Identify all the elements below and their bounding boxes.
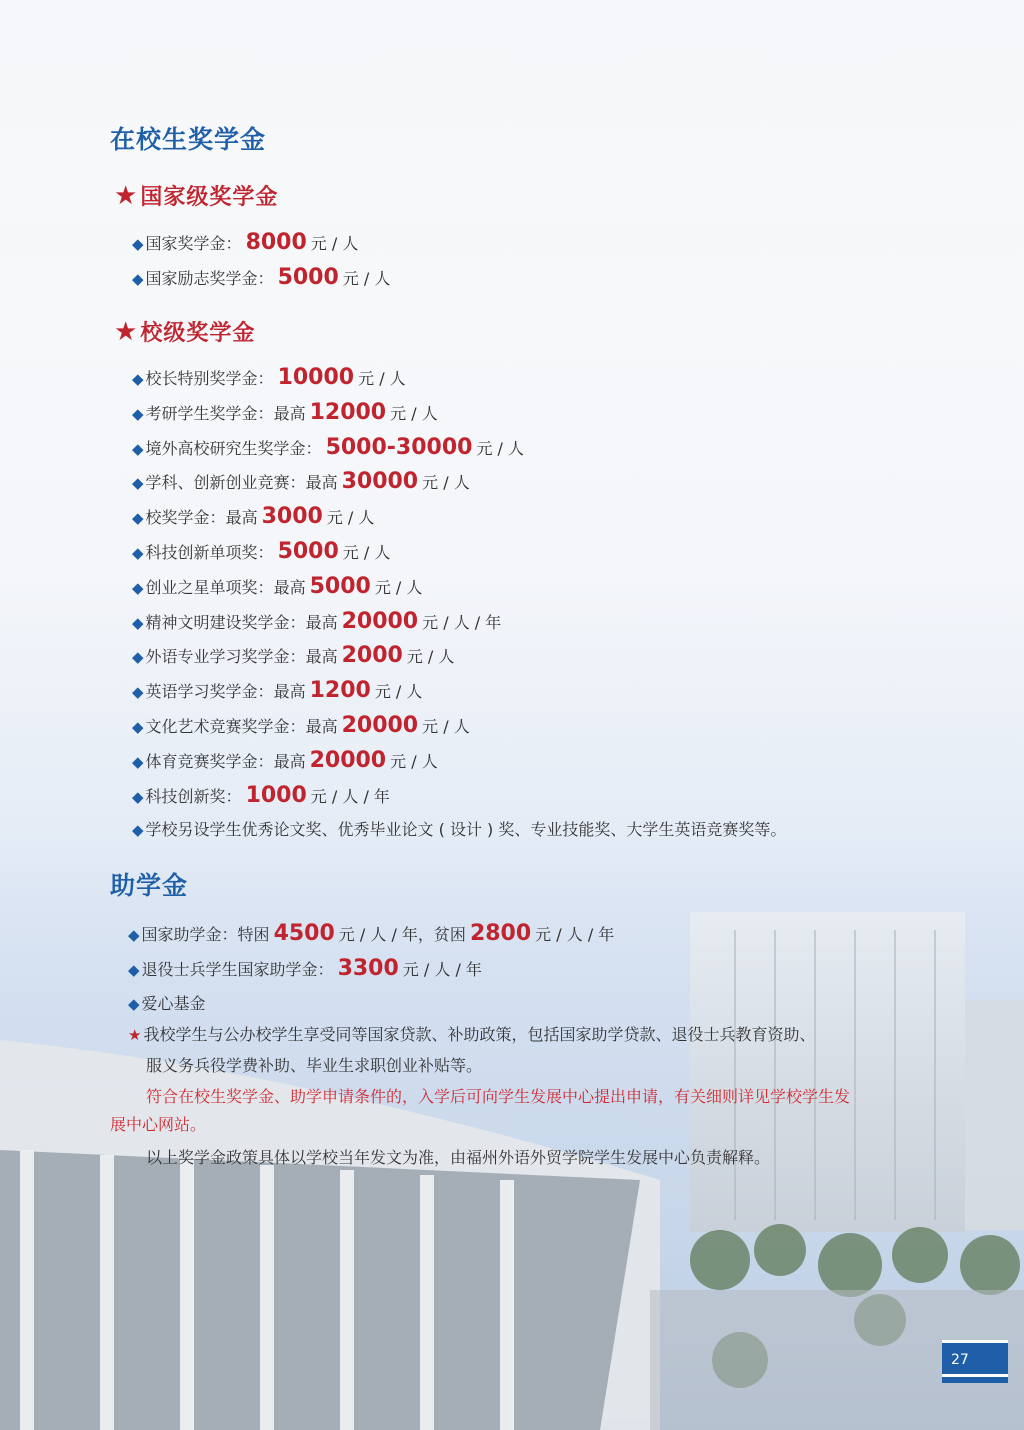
diamond-bullet-icon: ◆ <box>128 961 140 979</box>
diamond-bullet-icon: ◆ <box>132 648 144 667</box>
item-value: 20000 <box>309 747 387 773</box>
diamond-bullet-icon: ◆ <box>132 404 144 423</box>
item-label: 体育竞赛奖学金： <box>145 751 274 771</box>
final-note: 以上奖学金政策具体以学校当年发文为准，由福州外语外贸学院学生发展中心负责解释。 <box>146 1148 771 1167</box>
item-label: 境外高校研究生奖学金： <box>145 438 322 458</box>
page-number-badge <box>942 1340 1008 1383</box>
list-item <box>132 574 422 599</box>
item-value: 5000 <box>309 573 371 599</box>
section-title-scholarships: 在校生奖学金 <box>110 125 267 154</box>
list-item <box>132 539 390 564</box>
list-item-veteran-grant <box>128 956 482 981</box>
item-unit: 元 / 人 <box>390 751 438 771</box>
list-item <box>132 504 374 529</box>
diamond-bullet-icon: ◆ <box>132 474 144 493</box>
apply-line-1: 符合在校生奖学金、助学申请条件的，入学后可向学生发展中心提出申请，有关细则详见学校学生发 <box>146 1087 851 1106</box>
item-prefix: 最高 <box>273 403 306 423</box>
item-value: 20000 <box>341 713 419 738</box>
list-item <box>132 748 438 773</box>
diamond-bullet-icon: ◆ <box>128 926 140 944</box>
diamond-bullet-icon: ◆ <box>132 578 144 597</box>
item-prefix: 最高 <box>305 717 338 736</box>
item-value: 10000 <box>277 365 355 390</box>
diamond-bullet-icon: ◆ <box>132 370 144 388</box>
item-value: 12000 <box>309 399 387 425</box>
item-label: 外语专业学习奖学金： <box>145 647 306 667</box>
diamond-bullet-icon: ◆ <box>132 752 144 771</box>
item-label: 校奖学金： <box>145 508 226 528</box>
item-label: 英语学习奖学金： <box>145 682 274 702</box>
list-item <box>132 609 501 634</box>
subsection-title-school-text: 校级奖学金 <box>140 321 256 346</box>
star-icon: ★ <box>114 181 139 211</box>
grant-mid-text: 元 / 人 / 年，贫困 <box>338 925 466 944</box>
policy-line-2: 服义务兵役学费补助、毕业生求职创业补贴等。 <box>146 1056 483 1075</box>
diamond-bullet-icon: ◆ <box>132 683 144 702</box>
item-label: 科技创新奖： <box>145 786 242 806</box>
item-prefix: 最高 <box>273 577 306 597</box>
item-unit: 元 / 人 <box>342 543 391 562</box>
item-unit: 元 / 人 <box>342 269 391 288</box>
list-item-love-fund <box>128 991 206 1014</box>
veteran-label: 退役士兵学生国家助学金： <box>141 960 334 979</box>
item-unit: 元 / 人 <box>390 403 438 423</box>
apply-line-2: 展中心网站。 <box>110 1115 207 1134</box>
diamond-bullet-icon: ◆ <box>132 439 144 458</box>
item-unit: 元 / 人 <box>374 682 423 702</box>
list-item <box>132 230 358 255</box>
item-value: 5000-30000 <box>325 434 473 460</box>
item-label: 精神文明建设奖学金： <box>145 612 306 632</box>
diamond-bullet-icon: ◆ <box>132 613 144 632</box>
veteran-value: 3300 <box>337 956 399 981</box>
policy-note <box>128 1022 815 1045</box>
list-item <box>132 265 390 290</box>
item-value: 2000 <box>341 643 403 669</box>
star-icon: ★ <box>114 317 139 347</box>
item-value: 5000 <box>277 539 339 564</box>
star-bullet-icon: ★ <box>128 1026 142 1044</box>
item-prefix: 最高 <box>305 473 338 493</box>
item-unit: 元 / 人 / 年 <box>310 786 390 806</box>
item-unit: 元 / 人 / 年 <box>422 612 502 632</box>
diamond-bullet-icon: ◆ <box>132 718 144 736</box>
item-prefix: 最高 <box>273 751 306 771</box>
diamond-bullet-icon: ◆ <box>132 235 144 253</box>
item-label: 文化艺术竞赛奖学金： <box>145 717 306 736</box>
list-item <box>132 783 390 808</box>
item-unit: 元 / 人 <box>406 647 455 667</box>
item-value: 1200 <box>309 678 371 704</box>
list-item <box>132 713 470 738</box>
list-item <box>132 469 470 494</box>
diamond-bullet-icon: ◆ <box>132 270 144 288</box>
subsection-title-national-text: 国家级奖学金 <box>140 185 279 210</box>
item-prefix: 最高 <box>305 612 338 632</box>
item-label: 科技创新单项奖： <box>145 543 274 562</box>
item-unit: 元 / 人 <box>476 438 525 458</box>
item-label: 国家奖学金： <box>145 234 242 253</box>
grant-value-special: 4500 <box>273 921 335 946</box>
list-item-other-awards <box>132 817 786 840</box>
page-number: 27 <box>951 1352 969 1368</box>
page-number-stripe <box>942 1374 1008 1377</box>
item-prefix: 最高 <box>273 682 306 702</box>
item-value: 5000 <box>277 265 339 290</box>
list-item <box>132 365 406 390</box>
item-unit: 元 / 人 <box>310 234 359 253</box>
item-label: 创业之星单项奖： <box>145 577 274 597</box>
other-awards-text: 学校另设学生优秀论文奖、优秀毕业论文 ( 设计 ) 奖、专业技能奖、大学生英语竞赛奖等。 <box>145 820 787 839</box>
diamond-bullet-icon: ◆ <box>132 787 144 806</box>
item-prefix: 最高 <box>225 508 258 528</box>
item-value: 8000 <box>245 230 307 255</box>
list-item <box>132 678 422 703</box>
veteran-unit: 元 / 人 / 年 <box>402 960 482 979</box>
item-unit: 元 / 人 <box>422 473 470 493</box>
policy-line-1: 我校学生与公办校学生享受同等国家贷款、补助政策，包括国家助学贷款、退役士兵教育资助、 <box>143 1025 816 1044</box>
item-value: 3000 <box>261 504 323 530</box>
item-label: 考研学生奖学金： <box>145 403 274 423</box>
item-unit: 元 / 人 <box>358 369 406 388</box>
diamond-bullet-icon: ◆ <box>132 821 144 839</box>
item-unit: 元 / 人 <box>326 508 375 528</box>
item-label: 校长特别奖学金： <box>145 369 274 388</box>
section-title-grants: 助学金 <box>110 871 189 900</box>
diamond-bullet-icon: ◆ <box>128 995 140 1013</box>
grant-label: 国家助学金：特困 <box>141 925 270 944</box>
list-item <box>132 400 438 425</box>
item-unit: 元 / 人 <box>422 717 470 736</box>
item-unit: 元 / 人 <box>374 577 423 597</box>
list-item <box>132 435 524 460</box>
list-item <box>132 643 454 668</box>
item-label: 国家励志奖学金： <box>145 269 274 288</box>
item-label: 学科、创新创业竞赛： <box>145 473 306 493</box>
diamond-bullet-icon: ◆ <box>132 509 144 528</box>
item-value: 1000 <box>245 782 307 808</box>
subsection-title-school <box>114 316 255 347</box>
list-item-national-grant <box>128 921 614 946</box>
grant-unit: 元 / 人 / 年 <box>535 925 615 944</box>
subsection-title-national <box>114 180 278 211</box>
item-value: 30000 <box>341 469 419 495</box>
love-fund-text: 爱心基金 <box>141 994 206 1013</box>
item-value: 20000 <box>341 608 419 634</box>
grant-value-poor: 2800 <box>469 921 532 946</box>
item-prefix: 最高 <box>305 647 338 667</box>
diamond-bullet-icon: ◆ <box>132 544 144 562</box>
